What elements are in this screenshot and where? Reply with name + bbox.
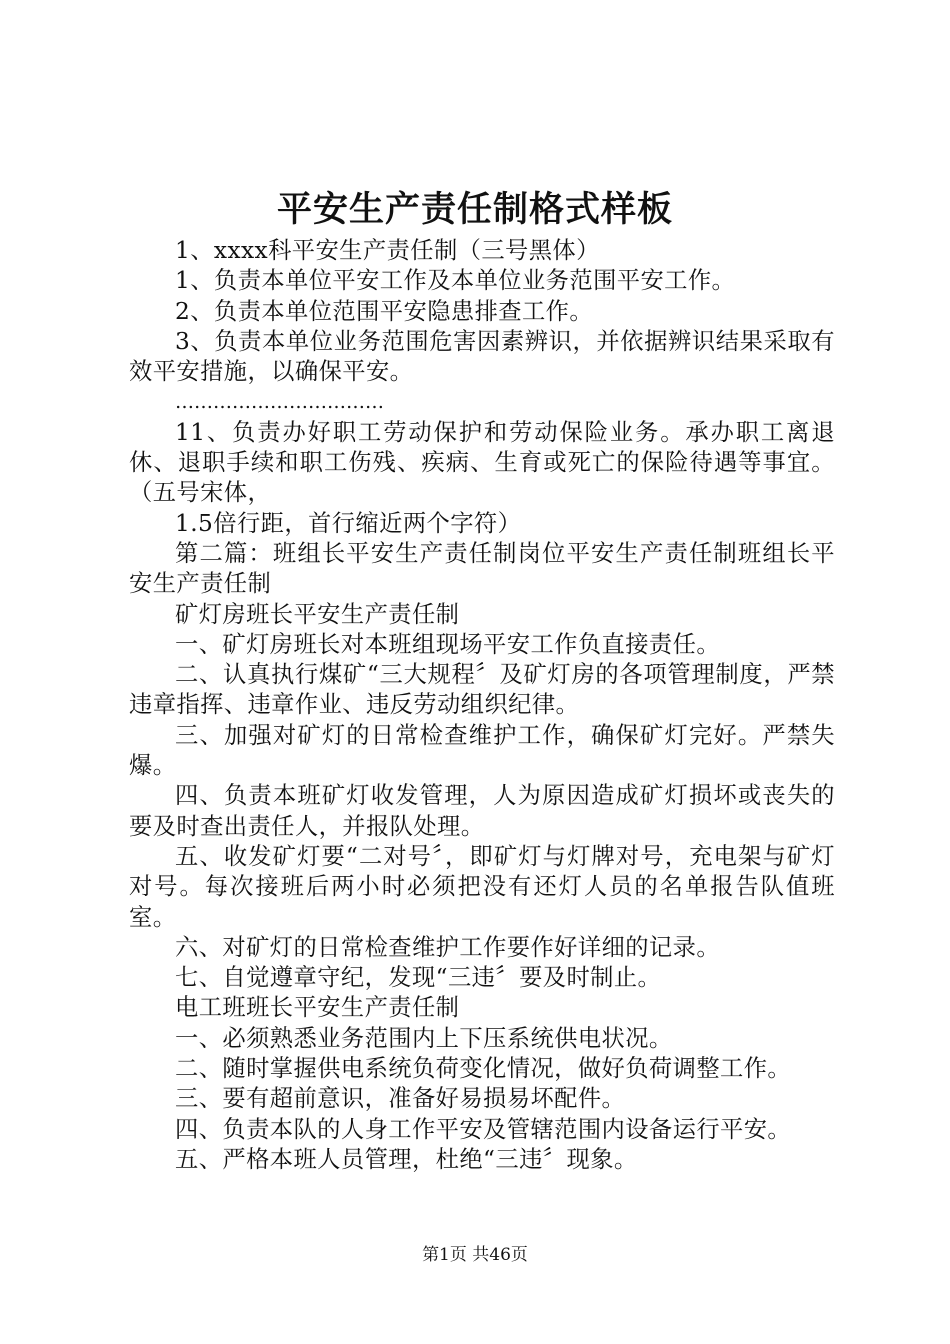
paragraph: 11、负责办好职工劳动保护和劳动保险业务。承办职工离退休、退职手续和职工伤残、疾病、生育或死亡的保险待遇等事宜。（五号宋体，	[129, 418, 835, 507]
paragraph: 二、认真执行煤矿“三大规程〞及矿灯房的各项管理制度，严禁违章指挥、违章作业、违反劳动组织纪律。	[129, 661, 835, 719]
subsection-heading: 电工班班长平安生产责任制	[175, 994, 460, 1022]
paragraph: 五、收发矿灯要“二对号〞，即矿灯与灯牌对号，充电架与矿灯对号。每次接班后两小时必须把没有还灯人员的名单报告队值班室。	[129, 842, 835, 931]
ellipsis-separator: ……………………………	[175, 391, 384, 414]
paragraph: 二、随时掌握供电系统负荷变化情况，做好负荷调整工作。	[175, 1055, 792, 1083]
document-body	[129, 236, 835, 1175]
subsection-heading: 矿灯房班长平安生产责任制	[175, 600, 460, 628]
paragraph: 1、负责本单位平安工作及本单位业务范围平安工作。	[175, 267, 736, 295]
paragraph: 2、负责本单位范围平安隐患排查工作。	[175, 297, 594, 325]
paragraph: 四、负责本班矿灯收发管理，人为原因造成矿灯损坏或丧失的要及时查出责任人，并报队处理。	[129, 782, 835, 840]
page-number-footer: 第1页 共46页	[422, 1245, 528, 1265]
paragraph: 3、负责本单位业务范围危害因素辨识，并依据辨识结果采取有效平安措施，以确保平安。	[129, 327, 835, 386]
paragraph: 三、要有超前意识，准备好易损易坏配件。	[175, 1085, 626, 1113]
paragraph: 三、加强对矿灯的日常检查维护工作，确保矿灯完好。严禁失爆。	[129, 721, 835, 780]
paragraph: 七、自觉遵章守纪，发现“三违〞要及时制止。	[175, 964, 662, 992]
section-heading: 第二篇：班组长平安生产责任制岗位平安生产责任制班组长平安生产责任制	[129, 539, 835, 598]
paragraph: 五、严格本班人员管理，杜绝“三违〞现象。	[175, 1145, 638, 1173]
paragraph: 1.5倍行距，首行缩近两个字符）	[175, 509, 522, 537]
paragraph: 一、矿灯房班长对本班组现场平安工作负直接责任。	[175, 630, 721, 658]
paragraph: 1、xxxx科平安生产责任制（三号黑体）	[175, 237, 600, 264]
document-title: 平安生产责任制格式样板	[276, 189, 673, 230]
paragraph: 四、负责本队的人身工作平安及管辖范围内设备运行平安。	[175, 1115, 792, 1143]
paragraph: 一、必须熟悉业务范围内上下压系统供电状况。	[175, 1024, 673, 1052]
paragraph: 六、对矿灯的日常检查维护工作要作好详细的记录。	[175, 933, 721, 961]
